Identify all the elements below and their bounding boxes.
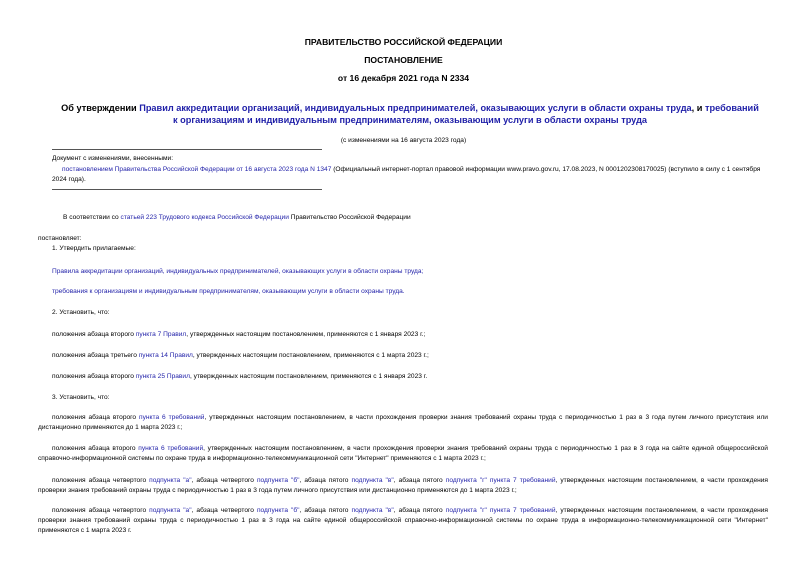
p3c-t4: , абзаца пятого [393, 477, 446, 484]
subpoint-v-link[interactable]: подпункта "в" [351, 477, 394, 484]
intro-pre: В соответствии со [63, 214, 121, 221]
item-3: 3. Установить, что: [52, 394, 110, 401]
divider-top [52, 149, 322, 150]
item-3-para-4 [38, 506, 768, 536]
rules-p25-link[interactable]: пункта 25 Правил [135, 373, 190, 380]
p3a-pre: положения абзаца второго [52, 414, 140, 421]
subpoint-b-link-2[interactable]: подпункта "б" [256, 507, 300, 514]
p3d-t2: , абзаца четвертого [191, 507, 257, 514]
p3d-t4: , абзаца пятого [393, 507, 446, 514]
requirements-link[interactable]: требований к организациям и индивидуальным предпринимателям, оказывающим услуги в области охраны труда [172, 103, 759, 125]
p2c-post: , утвержденных настоящим постановлением, применяются с 1 января 2023 г. [189, 373, 428, 380]
document-title [60, 102, 760, 126]
item-3-para-1 [38, 413, 768, 433]
document-type: ПОСТАНОВЛЕНИЕ [364, 55, 443, 65]
rules-link[interactable]: Правил аккредитации организаций, индивидуальных предпринимателей, оказывающих услуги в области охраны труда [139, 103, 692, 113]
document-date-number: от 16 декабря 2021 года N 2334 [337, 73, 470, 83]
subpoint-g-link[interactable]: подпункта "г" пункта 7 требований [445, 477, 556, 484]
edition-note: (с изменениями на 16 августа 2023 года) [340, 137, 467, 144]
government-name: ПРАВИТЕЛЬСТВО РОССИЙСКОЙ ФЕДЕРАЦИИ [304, 37, 503, 47]
title-prefix: Об утверждении [61, 103, 140, 113]
approved-requirements-link[interactable]: требования к организациям и индивидуальным предпринимателям, оказывающим услуги в области охраны труда. [52, 288, 405, 295]
subpoint-v-link-2[interactable]: подпункта "в" [351, 507, 394, 514]
p3c-t3: , абзаца пятого [299, 477, 352, 484]
p3b-post: , утвержденных настоящим постановлением, в части прохождения проверки знания требований охраны труда с периодичностью 1 раз в 3 года на сайте единой общероссийской справочно-информационной системы по охране труда в информационно-телекоммуникационной сети "Интернет" применяются с 1 марта 2023 г.; [38, 445, 768, 462]
p2b-post: , утвержденных настоящим постановлением, применяются с 1 марта 2023 г.; [192, 352, 429, 359]
title-mid: , и [691, 103, 705, 113]
p3a-post: , утвержденных настоящим постановлением, в части прохождения проверки знания требований охраны труда с периодичностью 1 раз в 3 года путем личного присутствия или дистанционно применяются до 1 марта 2023 г.; [38, 414, 768, 431]
subpoint-g-link-2[interactable]: подпункта "г" пункта 7 требований [445, 507, 556, 514]
item-2-para-3 [52, 372, 772, 382]
item-3-para-3 [38, 476, 768, 496]
divider-bottom [52, 189, 322, 190]
p3c-t1: положения абзаца четвертого [52, 477, 150, 484]
subpoint-a-link[interactable]: подпункта "а" [149, 477, 192, 484]
item-1: 1. Утвердить прилагаемые: [52, 245, 136, 252]
rules-p7-link[interactable]: пункта 7 Правил [135, 331, 187, 338]
p3c-t5: , утвержденных настоящим постановлением, в части прохождения проверки знания требований охраны труда с периодичностью 1 раз в 3 года путем личного присутствия или дистанционно применяются до 1 марта 2023 г.; [38, 477, 769, 494]
subpoint-b-link[interactable]: подпункта "б" [256, 477, 300, 484]
req-p6-link-2[interactable]: пункта 6 требований [138, 445, 204, 452]
changes-label: Документ с изменениями, внесенными: [52, 155, 174, 162]
item-3-para-2 [38, 444, 768, 464]
approved-rules-link[interactable]: Правила аккредитации организаций, индивидуальных предпринимателей, оказывающих услуги в области охраны труда; [52, 268, 424, 275]
p3d-t1: положения абзаца четвертого [52, 507, 150, 514]
rules-p14-link[interactable]: пункта 14 Правил [138, 352, 193, 359]
changes-rest: (Официальный интернет-портал правовой информации www.pravo.gov.ru, 17.08.2023, N 0001202308170025) (вступило в силу с 1 сентября 2024 года). [52, 166, 761, 183]
intro-post: Правительство Российской Федерации [288, 214, 411, 221]
p3c-t2: , абзаца четвертого [191, 477, 257, 484]
intro-paragraph [63, 213, 763, 223]
item-2: 2. Установить, что: [52, 309, 110, 316]
item-2-para-1 [52, 330, 772, 340]
p3d-t3: , абзаца пятого [299, 507, 352, 514]
item-2-para-2 [52, 351, 772, 361]
amendment-link[interactable]: постановлением Правительства Российской Федерации от 16 августа 2023 года N 1347 [62, 166, 332, 173]
changes-note [52, 165, 767, 184]
p3b-pre: положения абзаца второго [52, 445, 139, 452]
req-p6-link-1[interactable]: пункта 6 требований [139, 414, 205, 421]
p2b-pre: положения абзаца третьего [52, 352, 139, 359]
p2c-pre: положения абзаца второго [52, 373, 136, 380]
resolves-text: постановляет: [38, 235, 82, 242]
p3d-t5: , утвержденных настоящим постановлением, в части прохождения проверки знания требований охраны труда с периодичностью 1 раз в 3 года на сайте единой общероссийской справочно-информационной системы по охране труда в информационно-телекоммуникационной сети "Интернет" применяются с 1 марта 2023 г. [38, 507, 769, 534]
subpoint-a-link-2[interactable]: подпункта "а" [149, 507, 192, 514]
p2a-post: , утвержденных настоящим постановлением, применяются с 1 января 2023 г.; [186, 331, 426, 338]
labor-code-link[interactable]: статьей 223 Трудового кодекса Российской Федерации [120, 214, 289, 221]
p2a-pre: положения абзаца второго [52, 331, 136, 338]
